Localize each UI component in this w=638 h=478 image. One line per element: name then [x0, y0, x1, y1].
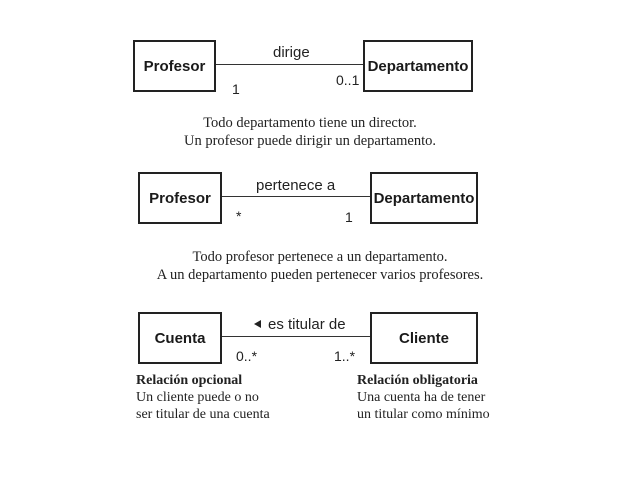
association-label: es titular de: [268, 316, 346, 333]
caption-line: A un departamento pueden pertenecer varios profesores.: [156, 267, 484, 283]
association-label: pertenece a: [256, 177, 336, 194]
class-box-departamento: Departamento: [363, 40, 473, 92]
multiplicity-right: 1: [345, 209, 353, 225]
note-title: Relación opcional: [136, 373, 243, 388]
class-box-profesor: Profesor: [138, 172, 222, 224]
multiplicity-right: 0..1: [336, 72, 360, 88]
caption-line: Todo profesor pertenece a un departamento.: [192, 249, 448, 265]
association-line: [222, 336, 370, 337]
association-line: [222, 196, 370, 197]
caption-line: Un profesor puede dirigir un departamento.: [183, 133, 437, 149]
diagram-caption: [130, 114, 490, 150]
class-box-departamento: Departamento: [370, 172, 478, 224]
association-label: dirige: [273, 44, 310, 61]
note-line: Una cuenta ha de tener: [357, 390, 486, 405]
triangle-left-icon: [254, 320, 261, 328]
note-optional-relation: [136, 372, 270, 423]
multiplicity-right: 1..*: [334, 348, 356, 364]
note-mandatory-relation: [357, 372, 490, 423]
multiplicity-left: 1: [232, 81, 240, 97]
diagram-caption: [120, 248, 520, 284]
note-title: Relación obligatoria: [357, 373, 478, 388]
note-line: Un cliente puede o no: [136, 390, 259, 405]
class-box-cuenta: Cuenta: [138, 312, 222, 364]
caption-line: Todo departamento tiene un director.: [203, 115, 417, 131]
association-line: [216, 64, 363, 65]
class-box-cliente: Cliente: [370, 312, 478, 364]
class-box-profesor: Profesor: [133, 40, 216, 92]
note-line: ser titular de una cuenta: [136, 407, 270, 422]
multiplicity-left: 0..*: [236, 348, 258, 364]
note-line: un titular como mínimo: [357, 407, 490, 422]
multiplicity-left: *: [236, 208, 242, 224]
